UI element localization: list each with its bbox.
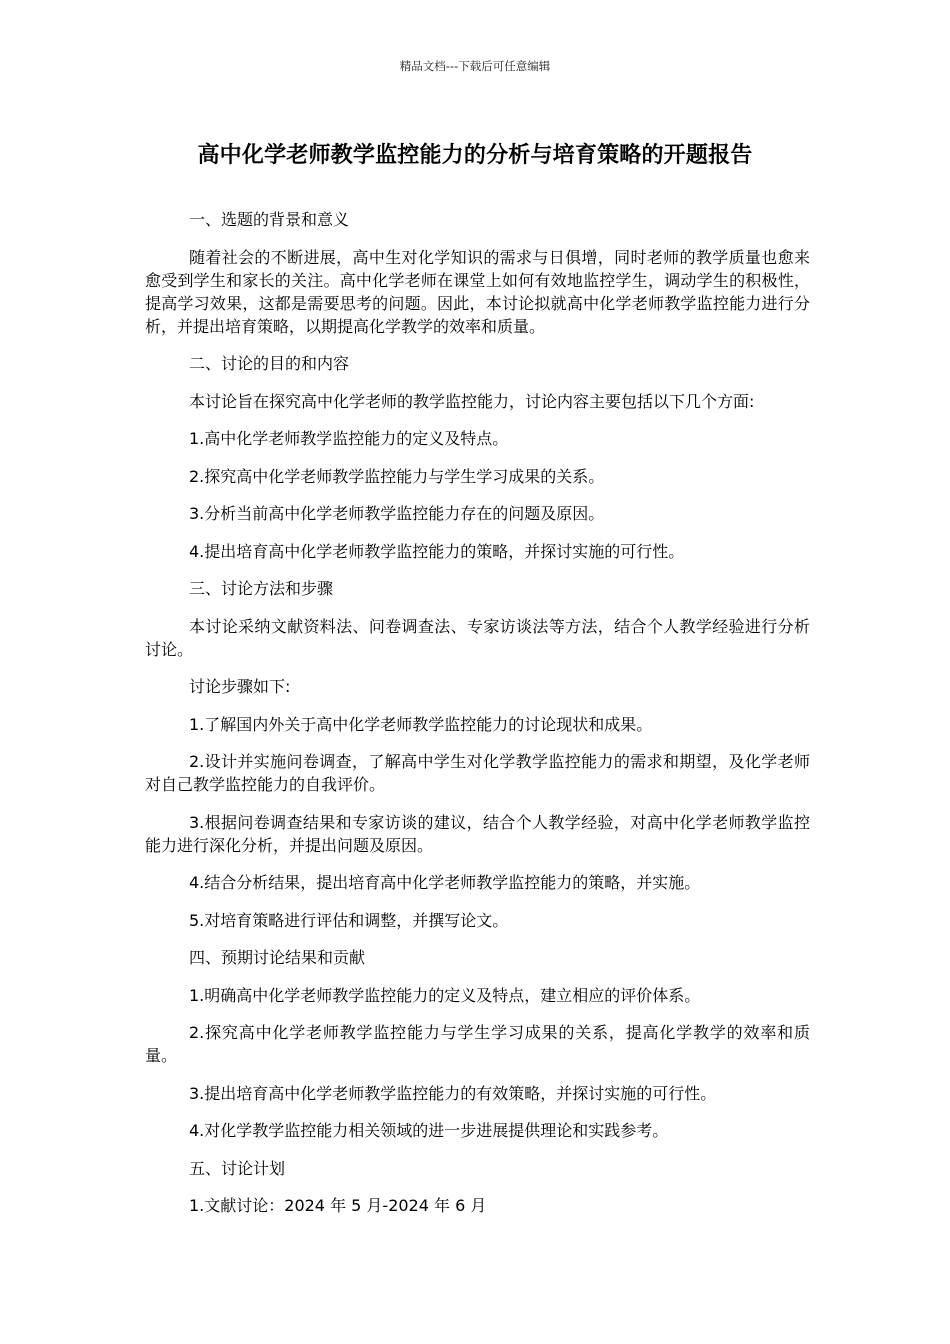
paragraph-background: 随着社会的不断进展，高中生对化学知识的需求与日俱增，同时老师的教学质量也愈来愈受到学生和家长的关注。高中化学老师在课堂上如何有效地监控学生，调动学生的积极性，提高学习效果，这都是需要思考的问题。因此，本讨论拟就高中化学老师教学监控能力进行分析，并提出培育策略，以期提高化学教学的效率和质量。 (145, 247, 810, 336)
section-heading-expected-results: 四、预期讨论结果和贡献 (189, 948, 366, 967)
list-item: 4.提出培育高中化学老师教学监控能力的策略，并探讨实施的可行性。 (189, 541, 685, 561)
document-title: 高中化学老师教学监控能力的分析与培育策略的开题报告 (197, 143, 753, 168)
list-item: 2.探究高中化学老师教学监控能力与学生学习成果的关系，提高化学教学的效率和质量。 (145, 1023, 810, 1065)
list-item: 1.文献讨论：2024 年 5 月-2024 年 6 月 (189, 1196, 487, 1215)
section-heading-plan: 五、讨论计划 (189, 1158, 286, 1178)
section-heading-purpose: 二、讨论的目的和内容 (189, 354, 350, 373)
list-item: 2.探究高中化学老师教学监控能力与学生学习成果的关系。 (189, 466, 605, 486)
section-heading-methods: 三、讨论方法和步骤 (189, 579, 334, 598)
paragraph-methods: 本讨论采纳文献资料法、问卷调查法、专家访谈法等方法，结合个人教学经验进行分析讨论。 (145, 616, 810, 659)
paragraph-steps-intro: 讨论步骤如下: (189, 677, 291, 696)
list-item: 4.结合分析结果，提出培育高中化学老师教学监控能力的策略，并实施。 (189, 873, 701, 892)
document-body (145, 208, 810, 1232)
section-heading-background: 一、选题的背景和意义 (189, 210, 350, 229)
list-item: 1.明确高中化学老师教学监控能力的定义及特点，建立相应的评价体系。 (189, 985, 701, 1005)
list-item: 2.设计并实施问卷调查，了解高中学生对化学教学监控能力的需求和期望，及化学老师对自己教学监控能力的自我评价。 (145, 752, 810, 794)
header-note: 精品文档---下载后可任意编辑 (399, 59, 551, 73)
list-item: 3.提出培育高中化学老师教学监控能力的有效策略，并探讨实施的可行性。 (189, 1083, 717, 1103)
list-item: 5.对培育策略进行评估和调整，并撰写论文。 (189, 910, 509, 930)
list-item: 4.对化学教学监控能力相关领域的进一步进展提供理论和实践参考。 (189, 1121, 669, 1140)
list-item: 3.分析当前高中化学老师教学监控能力存在的问题及原因。 (189, 504, 605, 523)
list-item: 1.了解国内外关于高中化学老师教学监控能力的讨论现状和成果。 (189, 714, 653, 734)
list-item: 1.高中化学老师教学监控能力的定义及特点。 (189, 429, 509, 448)
paragraph-purpose-intro: 本讨论旨在探究高中化学老师的教学监控能力，讨论内容主要包括以下几个方面: (189, 391, 755, 411)
list-item: 3.根据问卷调查结果和专家访谈的建议，结合个人教学经验，对高中化学老师教学监控能力进行深化分析，并提出问题及原因。 (145, 812, 810, 855)
